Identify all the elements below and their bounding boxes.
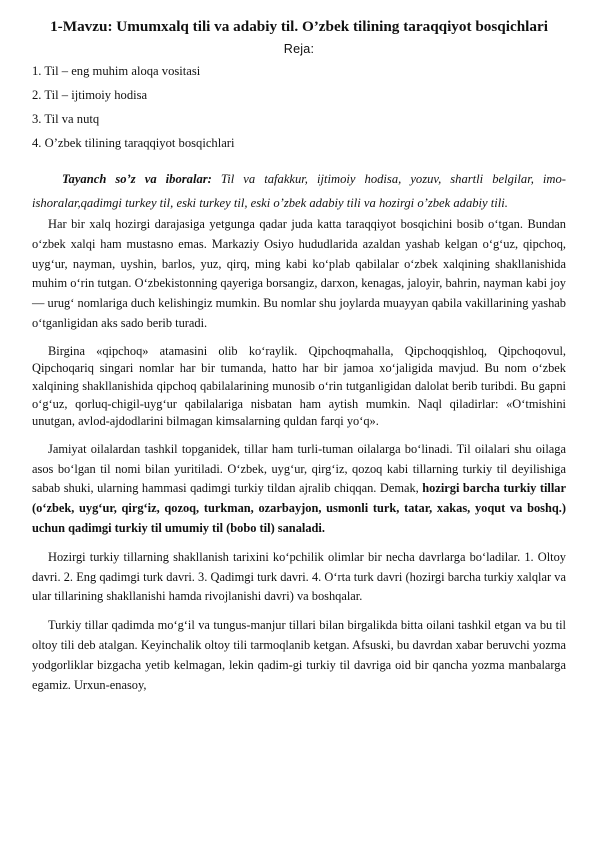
keywords-text: Til va tafakkur, ijtimoiy hodisa, yozuv, shartli belgilar, imo-ishoralar,qadimgi turkey til, eski turkey til, eski o’zbek adabiy tili va hozirgi o’zbek adabiy tili. [32,172,566,210]
document-page [32,14,566,695]
paragraph-3-text: Jamiyat oilalardan tashkil topganidek, tillar ham turli-tuman oilalarga bo‘linadi. Til oilalari shu oilaga asos bo‘lgan til nomi bilan yuritiladi. O‘zbek, uyg‘ur, qirg‘iz, qozoq kabi tillarning turkiy til deyilishiga sabab shuki, ularning hammasi qadimgi turkiy tildan ajralib chiqqan. Demak, [32,441,566,496]
plan-heading: Reja: [283,42,315,56]
plan-list [32,59,566,155]
plan-item: 2. Til – ijtimoiy hodisa [32,88,148,102]
keywords-paragraph [32,167,566,215]
plan-item: 1. Til – eng muhim aloqa vositasi [32,64,201,78]
plan-item: 3. Til va nutq [32,112,100,126]
paragraph-5: Turkiy tillar qadimda mo‘g‘il va tungus-manjur tillari bilan birgalikda bitta oilani tashkil etgan va bu til oltoy tili deb atalgan. Keyinchalik oltoy tili tarmoqlanib ketgan. Afsuski, bu davrdan xabar beruvchi yozma yodgorliklar bizgacha yetib kelmagan, lekin qadim-gi turkiy til davriga oid bir qancha yozma manbalarga egamiz. Urxun-enasoy, [32,618,566,692]
paragraph-3 [32,440,566,539]
paragraph-4: Hozirgi turkiy tillarning shakllanish tarixini ko‘pchilik olimlar bir necha davrlarga bo‘ladilar. 1. Oltoy davri. 2. Eng qadimgi turk davri. 3. Qadimgi turk davri. 4. O‘rta turk davri (hozirgi barcha turkiy xalqlar va ular tillarining shakllanishi hamda rivojlanishi davri) va boshqalar. [32,549,566,604]
page-title: 1-Mavzu: Umumxalq tili va adabiy til. O’zbek tilining taraqqiyot bosqichlari [50,18,548,35]
plan-item: 4. O’zbek tilining taraqqiyot bosqichlari [32,136,235,150]
paragraph-1: Har bir xalq hozirgi darajasiga yetgunga qadar juda katta taraqqiyot bosqichini bosib o‘tgan. Bundan o‘zbek xalqi ham mustasno emas. Markaziy Osiyo hududlarida azaldan yashab kelgan o‘g‘uz, qipchoq, uyg‘ur, nayman, uyshin, barlos, yuz, qirq, ming kabi ko‘plab qabilalar o‘zbek xalqining shakllanishida muhim o‘rin tutgan. O‘zbekistonning qayeriga borsangiz, darxon, kenagas, jaloyir, bahrin, nayman kabi joy — urug‘ nomlariga duch kelishingiz mumkin. Bu nomlar shu joylarda muayyan qabila vakillarining yashab o‘tganligidan aks sado berib turadi. [32,217,566,330]
keywords-label: Tayanch so’z va iboralar: [62,172,212,186]
paragraph-2: Birgina «qipchoq» atamasini olib ko‘raylik. Qipchoqmahalla, Qipchoqqishloq, Qipchoqovul, Qipchoqariq singari nomlar har bir tumanda, hatto har bir jamoa xo‘jaligida mavjud. Bu nom o‘zbek xalqining shakllanishida qipchoq qabilalarining munosib o‘rin tutganligidan dalolat berib turibdi. Bu gapni o‘g‘uz, qorluq-chigil-uyg‘ur qabilalariga nisbatan ham aytish mumkin. Naql qiladirlar: «O‘tmishini unutgan, avlod-ajdodlarini bilmagan kimsalarning quldan farqi yo‘q». [32,343,566,429]
paragraph-3-bold: hozirgi barcha turkiy tillar (o‘zbek, uyg‘ur, qirg‘iz, qozoq, turkman, ozarbayjon, usmonli turk, tatar, xakas, yoqut va boshq.) uchun qadimgi turkiy til umumiy til (bobo til) sanaladi. [32,481,566,535]
